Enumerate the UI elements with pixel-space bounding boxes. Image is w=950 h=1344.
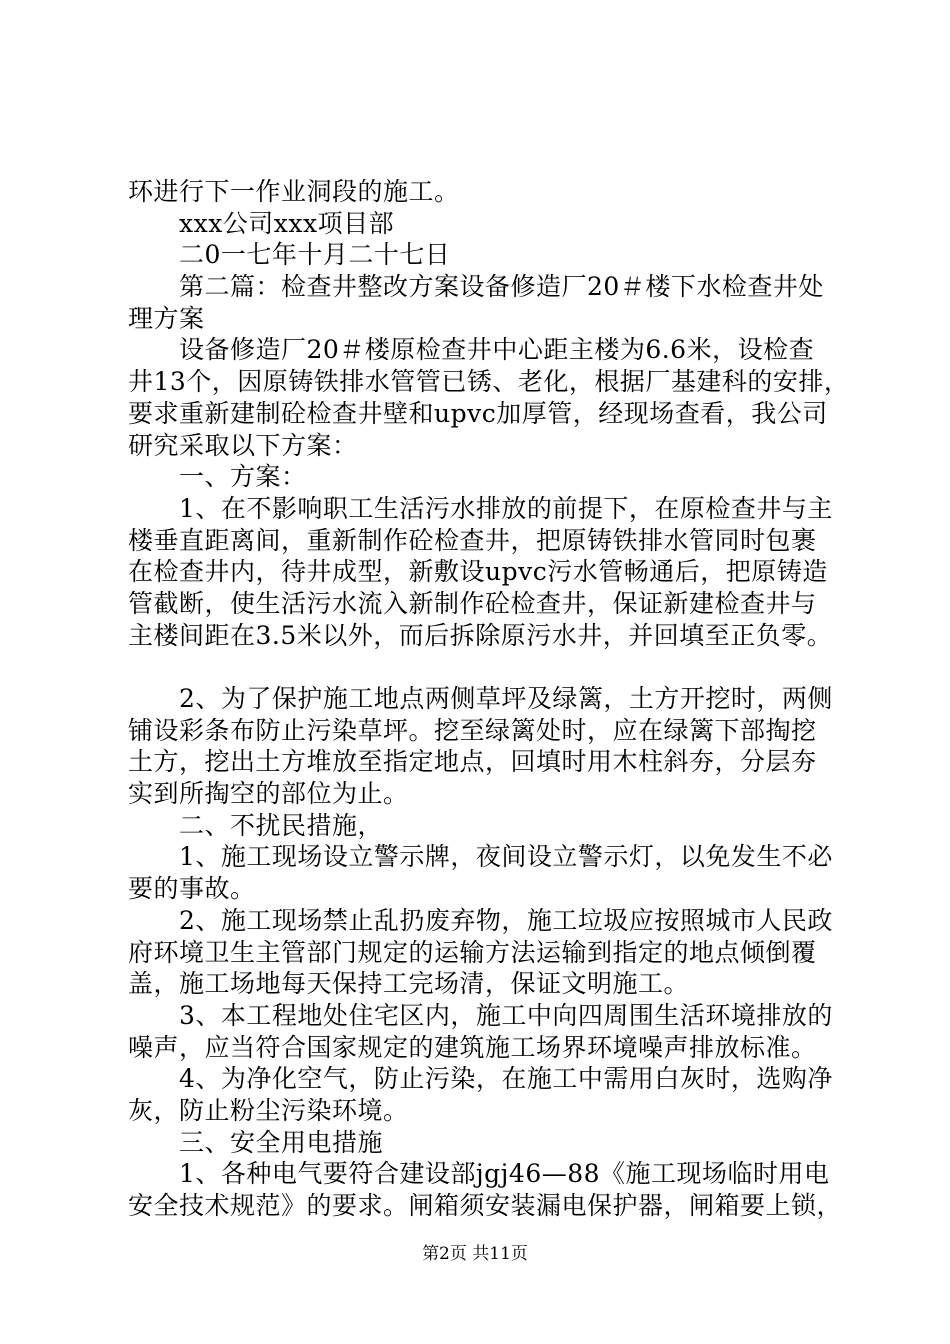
text-line: 要求重新建制砼检查井壁和upvc加厚管，经现场查看，我公司	[128, 398, 828, 428]
text-line: 铺设彩条布防止污染草坪。挖至绿篱处时，应在绿篱下部掏挖	[128, 715, 817, 745]
text-line: 设备修造厂20＃楼原检查井中心距主楼为6.6米，设检查	[179, 335, 815, 365]
text-line: 灰，防止粉尘污染环境。	[128, 1095, 409, 1125]
section-heading: 第二篇：检查井整改方案设备修造厂20＃楼下水检查井处	[179, 272, 824, 302]
text-line: 4、为净化空气，防止污染，在施工中需用白灰时，选购净	[179, 1064, 833, 1094]
text-line: 府环境卫生主管部门规定的运输方法运输到指定的地点倾倒覆	[128, 937, 817, 967]
section-heading: 一、方案：	[179, 462, 307, 492]
text-line: 理方案	[128, 303, 205, 333]
document-body	[128, 176, 850, 1222]
text-line: 井13个，因原铸铁排水管管已锈、老化，根据厂基建科的安排，	[128, 367, 850, 397]
text-line: 1、各种电气要符合建设部jgj46—88《施工现场临时用电	[179, 1159, 830, 1189]
text-line: 安全技术规范》的要求。闸箱须安装漏电保护器，闸箱要上锁，	[128, 1191, 843, 1220]
page-number-footer: 第2页 共11页	[422, 1244, 528, 1264]
text-line: 2、为了保护施工地点两侧草坪及绿篱，土方开挖时，两侧	[179, 684, 833, 713]
text-line: 楼垂直距离间，重新制作砼检查井，把原铸铁排水管同时包裹	[128, 525, 817, 555]
blank-line	[128, 651, 840, 683]
text-line: 实到所掏空的部位为止。	[128, 779, 409, 809]
text-line: 在检查井内，待井成型，新敷设upvc污水管畅通后，把原铸造	[128, 557, 828, 587]
text-line: 土方，挖出土方堆放至指定地点，回填时用木柱斜夯，分层夯	[128, 747, 817, 777]
text-line: 主楼间距在3.5米以外，而后拆除原污水井，并回填至正负零。	[128, 620, 833, 650]
text-line: 研究采取以下方案：	[128, 430, 358, 460]
text-line: 二0一七年十月二十七日	[179, 240, 451, 270]
text-line: 3、本工程地处住宅区内，施工中向四周围生活环境排放的	[179, 1000, 833, 1030]
text-line: 2、施工现场禁止乱扔废弃物，施工垃圾应按照城市人民政	[179, 905, 833, 935]
text-line: 盖，施工场地每天保持工完场清，保证文明施工。	[128, 969, 690, 999]
text-line: 管截断，使生活污水流入新制作砼检查井，保证新建检查井与	[128, 588, 817, 618]
text-line: 要的事故。	[128, 874, 256, 904]
text-line: 1、在不影响职工生活污水排放的前提下，在原检查井与主	[179, 493, 833, 523]
text-line: xxx公司xxx项目部	[179, 208, 395, 238]
section-heading: 二、不扰民措施，	[179, 810, 384, 840]
section-heading: 三、安全用电措施	[179, 1127, 384, 1157]
text-line: 噪声，应当符合国家规定的建筑施工场界环境噪声排放标准。	[128, 1032, 817, 1062]
text-line: 环进行下一作业洞段的施工。	[128, 177, 460, 206]
text-line: 1、施工现场设立警示牌，夜间设立警示灯，以免发生不必	[179, 842, 833, 872]
